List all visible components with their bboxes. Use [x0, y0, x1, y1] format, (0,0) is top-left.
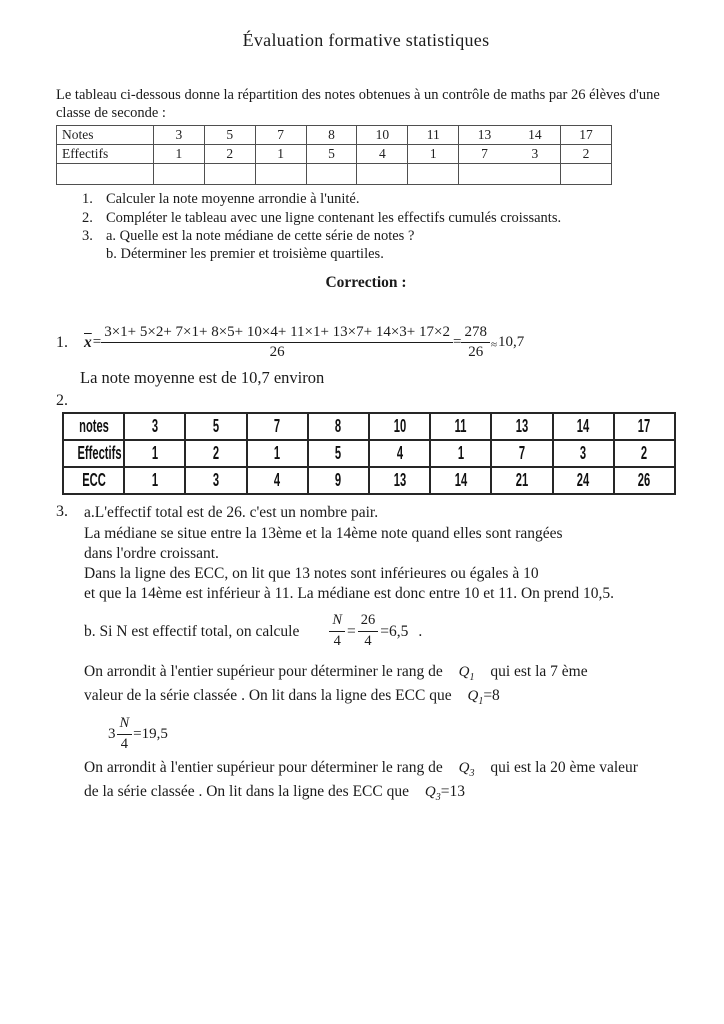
intro-line-2: classe de seconde :: [56, 104, 166, 121]
fraction-result: =19,5: [133, 725, 168, 742]
fraction-denominator: 26: [468, 344, 484, 361]
table-cell-merged: [459, 145, 561, 164]
table-cell: 3: [531, 146, 539, 162]
n-over-4-fraction: [329, 612, 345, 651]
table-cell: 4: [357, 145, 408, 164]
question-item-2: [82, 210, 676, 226]
table-cell-empty: [357, 164, 408, 185]
table-cell: 8: [308, 413, 369, 440]
question-list: [82, 191, 676, 262]
table-cell: 11: [430, 413, 491, 440]
table-row-effectifs: [57, 145, 612, 164]
sentence-period: .: [418, 623, 423, 641]
table-cell: 10: [357, 126, 408, 145]
median-line-2: La médiane se situe entre la 13ème et la 14ème note quand elles sont rangées: [84, 524, 563, 542]
table-cell: 2: [561, 145, 612, 164]
table-cell: 26: [614, 467, 675, 494]
row-label: ECC: [63, 467, 124, 494]
question-number: 1.: [82, 191, 93, 208]
table-cell-empty: [153, 164, 204, 185]
table-cell: 17: [561, 126, 612, 145]
table-cell: 2: [204, 145, 255, 164]
table-cell: 14: [528, 127, 542, 143]
q1-text: valeur de la série classée . On lit dans la ligne des ECC que: [84, 686, 452, 704]
q3-symbol: $Q_3$: [458, 760, 475, 780]
table-row-empty: [57, 164, 612, 185]
table-cell: 14: [553, 413, 614, 440]
26-over-4-fraction: [358, 612, 379, 651]
table-cell: 1: [255, 145, 306, 164]
table-cell: 1: [124, 467, 185, 494]
intro-line-1: Le tableau ci-dessous donne la répartition des notes obtenues à un contrôle de maths par 26 élèves d'une: [56, 87, 660, 103]
table-cell-merged: [459, 126, 561, 145]
q3-text: de la série classée . On lit dans la ligne des ECC que: [84, 783, 409, 801]
table-cell: 7: [247, 413, 308, 440]
table-cell: 14: [430, 467, 491, 494]
table-cell: 7: [491, 440, 552, 467]
q3-text: qui est la 20 ème valeur: [490, 759, 638, 777]
q1-value-symbol: $Q_1$: [467, 687, 484, 707]
table-cell: 5: [185, 413, 246, 440]
question-text: Calculer la note moyenne arrondie à l'unité.: [106, 191, 360, 208]
result-fraction: [461, 324, 490, 361]
q1-value: =8: [483, 686, 500, 704]
3n-over-4-formula: [108, 715, 676, 754]
question-item-3: [82, 228, 676, 244]
table-cell-empty: [255, 164, 306, 185]
question-text: a. Quelle est la note médiane de cette série de notes ?: [106, 227, 415, 244]
table-cell-empty: [561, 164, 612, 185]
table-cell: 5: [306, 145, 357, 164]
equals-sign: =: [347, 623, 356, 641]
page-title: Évaluation formative statistiques: [242, 30, 490, 50]
question-item-3b: b. Déterminer les premier et troisième quartiles.: [106, 246, 384, 263]
q1-paragraph: [84, 661, 676, 708]
quartile-formula-row: [84, 612, 676, 651]
question-number: 3.: [82, 227, 93, 244]
median-line-1: a.L'effectif total est de 26. c'est un nombre pair.: [84, 504, 379, 522]
table-cell: 2: [185, 440, 246, 467]
equals-sign: =: [92, 334, 102, 351]
q1-line-1: [84, 661, 676, 685]
question-text: Compléter le tableau avec une ligne contenant les effectifs cumulés croissants.: [106, 209, 562, 226]
q1-text: qui est la 7 ème: [490, 663, 588, 681]
table-cell: 7: [481, 146, 488, 162]
table-row-notes: [57, 126, 612, 145]
table-cell: 2: [614, 440, 675, 467]
table-row-notes: [63, 413, 675, 440]
table-cell-empty: [57, 164, 154, 185]
table-cell-empty: [408, 164, 459, 185]
mean-fraction: [101, 324, 453, 361]
coefficient: 3: [108, 725, 116, 742]
table-cell: 10: [369, 413, 430, 440]
table-cell: 1: [153, 145, 204, 164]
intro-paragraph: [56, 87, 676, 122]
ecc-table: [62, 412, 676, 495]
table-cell: 21: [491, 467, 552, 494]
fraction-denominator: 4: [120, 735, 128, 752]
table-cell: 3: [553, 440, 614, 467]
item-number-1: 1.: [56, 333, 68, 351]
table-cell: 4: [247, 467, 308, 494]
q3-value: =13: [440, 783, 465, 801]
fraction-numerator: N: [117, 715, 133, 735]
quartile-intro: b. Si N est effectif total, on calcule: [84, 623, 300, 641]
mean-formula: [56, 324, 676, 361]
table-cell: 1: [247, 440, 308, 467]
item-number-3: 3.: [56, 503, 68, 521]
fraction-result: =6,5: [380, 623, 409, 641]
median-line-3: dans l'ordre croissant.: [84, 544, 219, 562]
fraction-numerator: 278: [461, 324, 490, 343]
question-number: 2.: [82, 209, 93, 226]
question-item-1: [82, 191, 676, 207]
row-label: Effectifs: [63, 440, 124, 467]
q1-text: On arrondit à l'entier supérieur pour déterminer le rang de: [84, 663, 443, 681]
table-cell-empty: [306, 164, 357, 185]
fraction-numerator: N: [329, 612, 345, 632]
q3-value-symbol: $Q_3$: [424, 784, 441, 804]
table-cell: 4: [369, 440, 430, 467]
table-cell: 3: [153, 126, 204, 145]
mean-conclusion: La note moyenne est de 10,7 environ: [80, 368, 325, 388]
table-cell: 13: [491, 413, 552, 440]
table-row-ecc: [63, 467, 675, 494]
notes-table: [56, 125, 612, 185]
table-cell: 9: [308, 467, 369, 494]
table-cell: 3: [124, 413, 185, 440]
item-number-2: 2.: [56, 392, 68, 410]
median-line-4: Dans la ligne des ECC, on lit que 13 notes sont inférieures ou égales à 10: [84, 564, 539, 582]
table-cell: 5: [308, 440, 369, 467]
fraction-denominator: 4: [364, 633, 372, 650]
section-3-body: [84, 503, 676, 804]
table-cell-empty: [459, 164, 561, 185]
equals-sign: =: [452, 334, 462, 351]
row-label: notes: [63, 413, 124, 440]
fraction-numerator: 26: [358, 612, 379, 632]
table-cell: 5: [204, 126, 255, 145]
table-cell: 1: [408, 145, 459, 164]
table-row-effectifs: [63, 440, 675, 467]
q3-paragraph: [84, 757, 676, 804]
q1-line-2: [84, 685, 676, 709]
fraction-denominator: 4: [333, 633, 341, 650]
approx-sign: ≈: [490, 338, 497, 351]
correction-heading: Correction :: [325, 274, 407, 292]
fraction-numerator: 3×1+ 5×2+ 7×1+ 8×5+ 10×4+ 11×1+ 13×7+ 14×3+ 17×2: [101, 324, 453, 343]
q3-line-2: [84, 781, 676, 805]
row-label: Notes: [57, 126, 154, 145]
q1-symbol: $Q_1$: [458, 664, 475, 684]
section-3: [56, 503, 676, 804]
table-cell: 8: [306, 126, 357, 145]
x-bar-symbol: $\overline{x}$: [84, 333, 92, 351]
table-cell: 7: [255, 126, 306, 145]
table-cell: 11: [408, 126, 459, 145]
table-cell: 13: [369, 467, 430, 494]
table-cell: 1: [430, 440, 491, 467]
n-over-4-fraction: [117, 715, 133, 754]
table-cell: 13: [477, 127, 492, 143]
q3-text: On arrondit à l'entier supérieur pour déterminer le rang de: [84, 759, 443, 777]
q3-line-1: [84, 757, 676, 781]
table-cell: 24: [553, 467, 614, 494]
row-label: Effectifs: [57, 145, 154, 164]
median-line-5: et que la 14ème est inférieur à 11. La médiane est donc entre 10 et 11. On prend 10,5.: [84, 585, 614, 603]
table-cell: 17: [614, 413, 675, 440]
table-cell-empty: [204, 164, 255, 185]
mean-result: 10,7: [498, 334, 525, 351]
table-cell: 1: [124, 440, 185, 467]
table-cell: 3: [185, 467, 246, 494]
fraction-denominator: 26: [269, 344, 285, 361]
